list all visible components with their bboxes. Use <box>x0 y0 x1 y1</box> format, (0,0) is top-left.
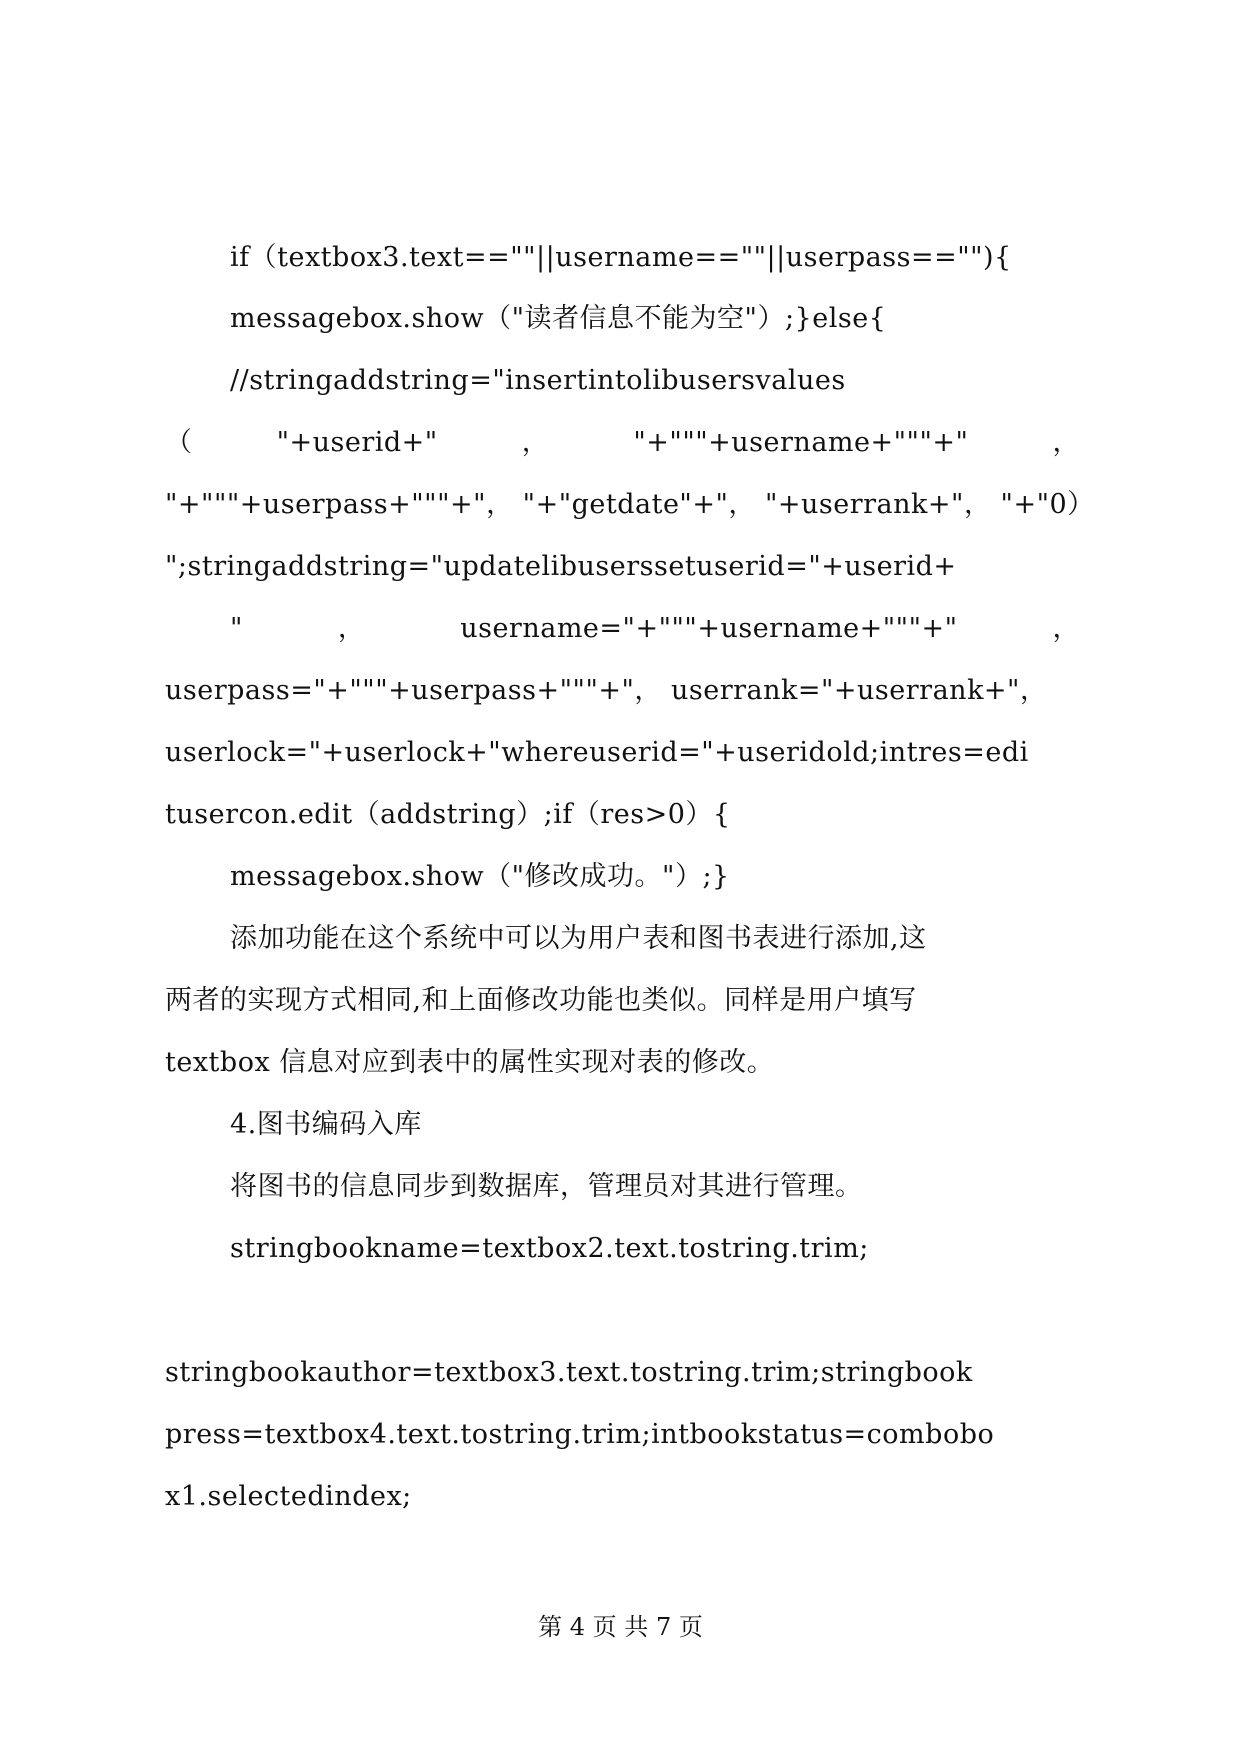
code-fragment: ， <box>1052 613 1080 644</box>
code-line-insert-rest: "+"""+userpass+"""+"， "+"getdate"+"， "+userrank+"， "+"0） <box>165 489 1095 520</box>
code-fragment: （ <box>165 427 193 458</box>
code-fragment: " <box>230 613 243 644</box>
code-line-bookpress: press=textbox4.text.tostring.trim;intbookstatus=combobo <box>165 1419 995 1450</box>
code-line-comment-insert: //stringaddstring="insertintolibusersvalues <box>230 365 846 396</box>
code-fragment: ， <box>337 613 366 644</box>
code-line-bookauthor: stringbookauthor=textbox3.text.tostring.trim;stringbook <box>165 1357 973 1388</box>
code-line-selectedindex: x1.selectedindex; <box>165 1481 412 1512</box>
code-line-edit-call: tusercon.edit（addstring）;if（res>0）{ <box>165 799 731 830</box>
code-line-update-username <box>165 611 1080 647</box>
code-line-update-userlock: userlock="+userlock+"whereuserid="+useridold;intres=edi <box>165 737 1029 768</box>
page-number-footer: 第 4 页 共 7 页 <box>538 1613 703 1641</box>
paragraph-line: 两者的实现方式相同,和上面修改功能也类似。同样是用户填写 <box>165 985 917 1016</box>
code-fragment: ， <box>1052 427 1080 458</box>
code-line-if-check: if（textbox3.text==""||username==""||userpass==""){ <box>230 242 1012 273</box>
code-fragment: "+userid+" <box>276 427 438 458</box>
paragraph-line: textbox 信息对应到表中的属性实现对表的修改。 <box>165 1047 775 1078</box>
code-fragment: username="+"""+username+"""+" <box>460 613 958 644</box>
code-fragment: ， <box>521 427 550 458</box>
code-line-messagebox-empty: messagebox.show（"读者信息不能为空"）;}else{ <box>230 303 887 334</box>
code-line-update-userpass: userpass="+"""+userpass+"""+"， userrank="+userrank+"， <box>165 675 1048 706</box>
code-line-bookname: stringbookname=textbox2.text.tostring.trim; <box>230 1233 869 1264</box>
paragraph-line: 添加功能在这个系统中可以为用户表和图书表进行添加,这 <box>230 923 927 954</box>
code-line-insert-values <box>165 425 1080 461</box>
section-heading: 4.图书编码入库 <box>230 1109 422 1140</box>
paragraph-line: 将图书的信息同步到数据库，管理员对其进行管理。 <box>230 1171 863 1202</box>
code-fragment: "+"""+username+"""+" <box>633 427 969 458</box>
code-line-messagebox-success: messagebox.show（"修改成功。"）;} <box>230 861 730 892</box>
code-line-update-start: ";stringaddstring="updatelibuserssetuserid="+userid+ <box>165 551 957 582</box>
